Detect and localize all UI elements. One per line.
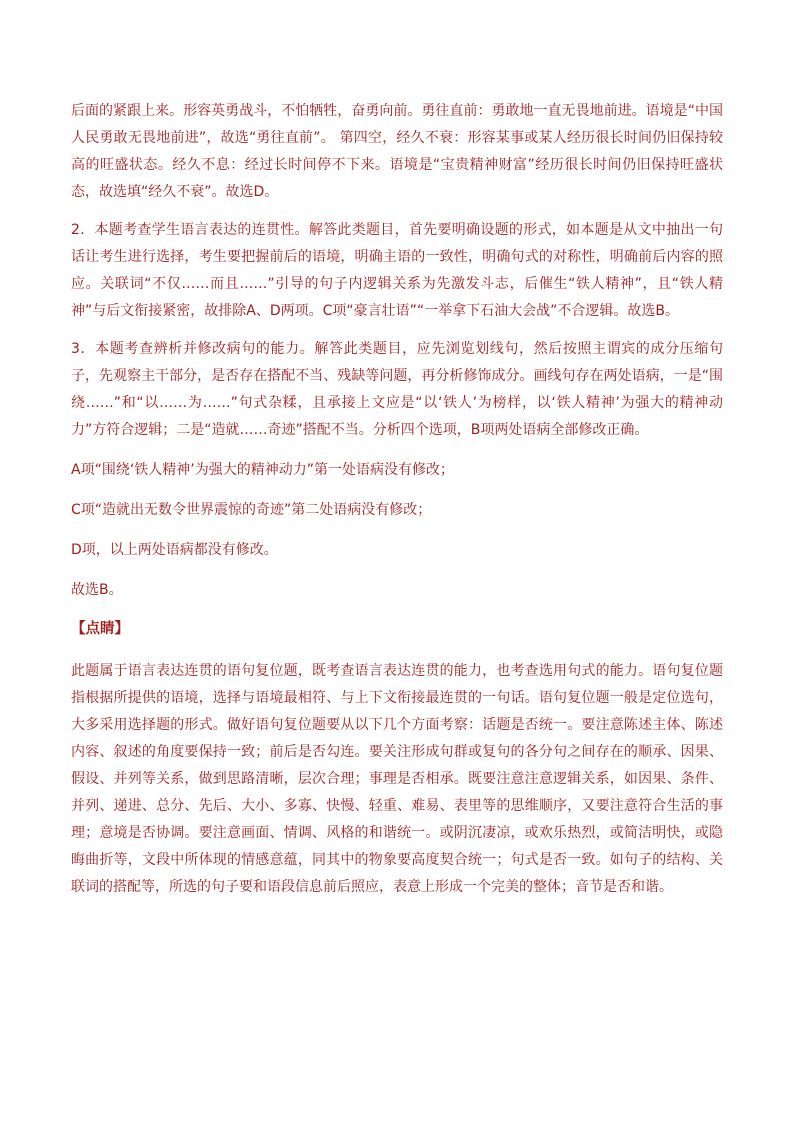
answer-paragraph-continuation: 后面的紧跟上来。形容英勇战斗，不怕牺牲，奋勇向前。勇往直前：勇敢地一直无畏地前进。语境是“中国人民勇敢无畏地前进”，故选“勇往直前”。 第四空，经久不衰：形容某事或某人经历很长时间仍旧保持较高的旺盛状态。经久不息：经过长时间停不下来。语境是“宝贵精神财富”经历很长时间仍旧保持旺盛状态，故选填“经久不衰”。故选D。 [71, 103, 723, 200]
dianjing-paragraph: 此题属于语言表达连贯的语句复位题，既考查语言表达连贯的能力，也考查选用句式的能力。语句复位题指根据所提供的语境，选择与语境最相符、与上下文衔接最连贯的一句话。语句复位题一般是定位选句，大多采用选择题的形式。做好语句复位题要从以下几个方面考察：话题是否统一。要注意陈述主体、陈述内容、叙述的角度要保持一致；前后是否勾连。要关注形成句群或复句的各分句之间存在的顺承、因果、假设、并列等关系，做到思路清晰，层次合理；事理是否相承。既要注意注意逻辑关系，如因果、条件、并列、递进、总分、先后、大小、多寡、快慢、轻重、难易、表里等的思维顺序，又要注意符合生活的事理；意境是否协调。要注意画面、情调、风格的和谐统一。或阴沉凄凉，或欢乐热烈，或简洁明快，或隐晦曲折等，文段中所体现的情感意蕴，同其中的物象要高度契合统一；句式是否一致。如句子的结构、关联词的搭配等，所选的句子要和语段信息前后照应，表意上形成一个完美的整体；音节是否和谐。 [71, 662, 723, 895]
option-c-note: C项“造就出无数令世界震惊的奇迹”第二处语病没有修改； [71, 502, 432, 518]
answer-paragraph-2: 2．本题考查学生语言表达的连贯性。解答此类题目，首先要明确设题的形式，如本题是从文中抽出一句话让考生进行选择，考生要把握前后的语境，明确主语的一致性，明确句式的对称性，明确前后内容的照应。关联词“不仅……而且……”引导的句子内逻辑关系为先激发斗志，后催生“铁人精神”，且“铁人精神”与后文衔接紧密，故排除A、D两项。C项“豪言壮语”“一举拿下石油大会战”不合逻辑。故选B。 [71, 222, 723, 319]
dianjing-heading: 【点睛】 [71, 621, 129, 637]
answer-conclusion: 故选B。 [71, 582, 123, 598]
answer-paragraph-3: 3．本题考查辨析并修改病句的能力。解答此类题目，应先浏览划线句，然后按照主谓宾的成分压缩句子，先观察主干部分，是否存在搭配不当、残缺等问题，再分析修饰成分。画线句存在两处语病，一是“围绕……”和“以……为……”句式杂糅，且承接上文应是“以‘铁人’为榜样，以‘铁人精神’为强大的精神动力”方符合逻辑；二是“造就……奇迹”搭配不当。分析四个选项，B项两处语病全部修改正确。 [71, 341, 723, 438]
option-d-note: D项，以上两处语病都没有修改。 [71, 542, 278, 558]
option-a-note: A项“围绕‘铁人精神’为强大的精神动力”第一处语病没有修改； [71, 462, 454, 478]
